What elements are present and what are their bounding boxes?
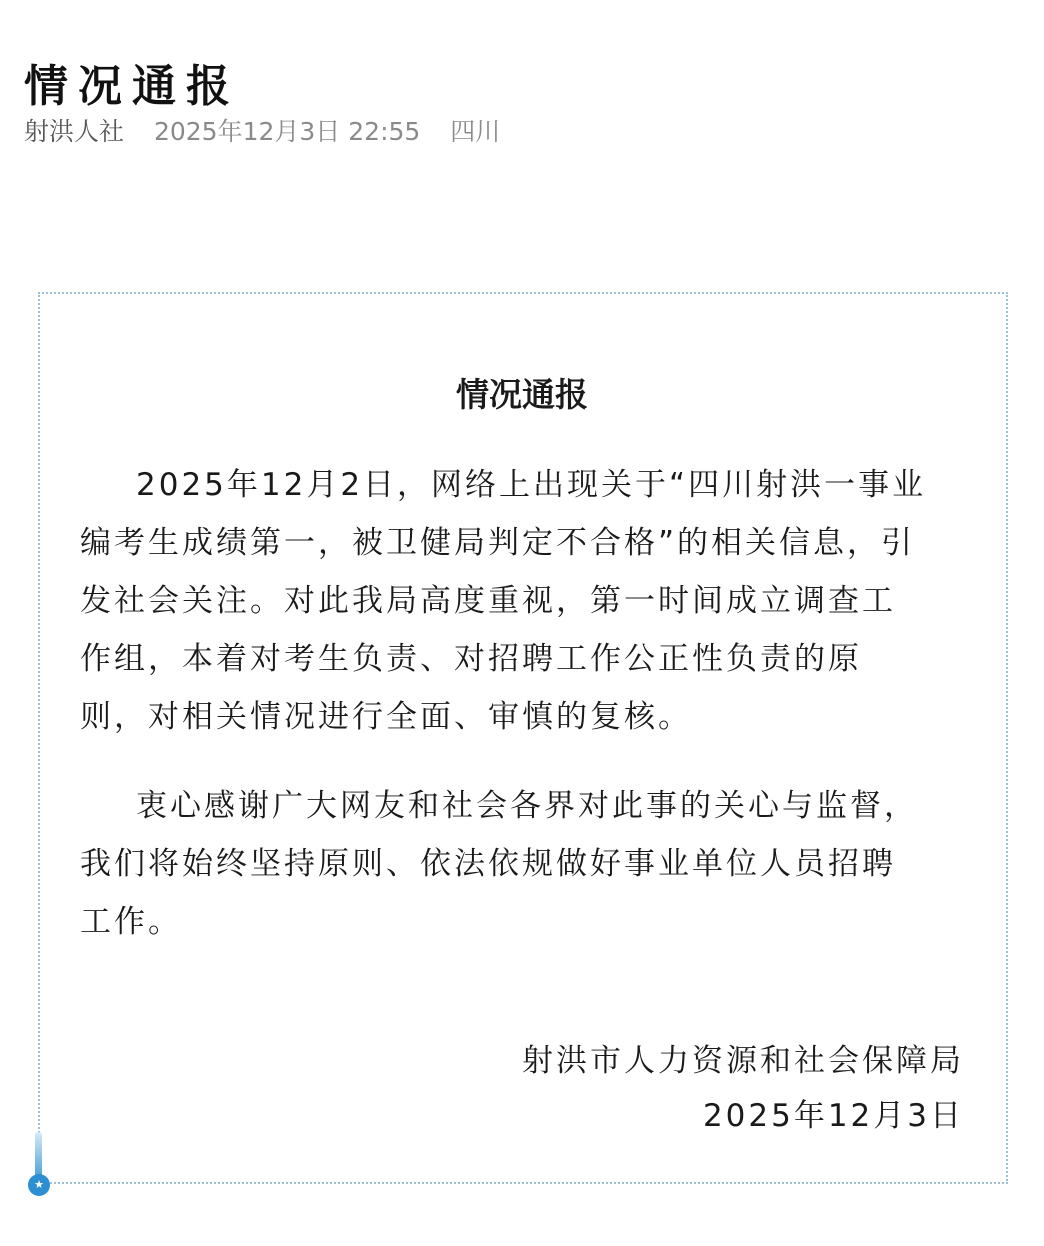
timeline-bar xyxy=(35,1132,42,1178)
notice-heading: 情况通报 xyxy=(456,375,588,414)
paragraph-line: 发社会关注。对此我局高度重视，第一时间成立调查工 xyxy=(80,583,896,619)
paragraph-line: 编考生成绩第一，被卫健局判定不合格”的相关信息，引 xyxy=(80,525,916,561)
paragraph-line: 工作。 xyxy=(80,904,182,940)
paragraph-line: 作组，本着对考生负责、对招聘工作公正性负责的原 xyxy=(80,641,862,677)
publish-location: 四川 xyxy=(450,117,501,146)
paragraph-line: 衷心感谢广大网友和社会各界对此事的关心与监督， xyxy=(136,788,918,824)
notice-paragraph-1 xyxy=(80,456,970,746)
article-title: 情况通报 xyxy=(24,61,240,113)
paragraph-line: 我们将始终坚持原则、依法依规做好事业单位人员招聘 xyxy=(80,846,896,882)
notice-paragraph-2 xyxy=(80,777,970,951)
author-source-link[interactable]: 射洪人社 xyxy=(24,117,125,146)
article-meta xyxy=(24,114,500,150)
publish-time: 2025年12月3日 22:55 xyxy=(153,117,421,146)
paragraph-line: 则，对相关情况进行全面、审慎的复核。 xyxy=(80,699,692,735)
signature-date: 2025年12月3日 xyxy=(702,1098,964,1134)
signature-organization: 射洪市人力资源和社会保障局 xyxy=(522,1043,964,1079)
paragraph-line: 2025年12月2日，网络上出现关于“四川射洪一事业 xyxy=(136,467,927,503)
star-dot-icon: ★ xyxy=(28,1174,50,1196)
